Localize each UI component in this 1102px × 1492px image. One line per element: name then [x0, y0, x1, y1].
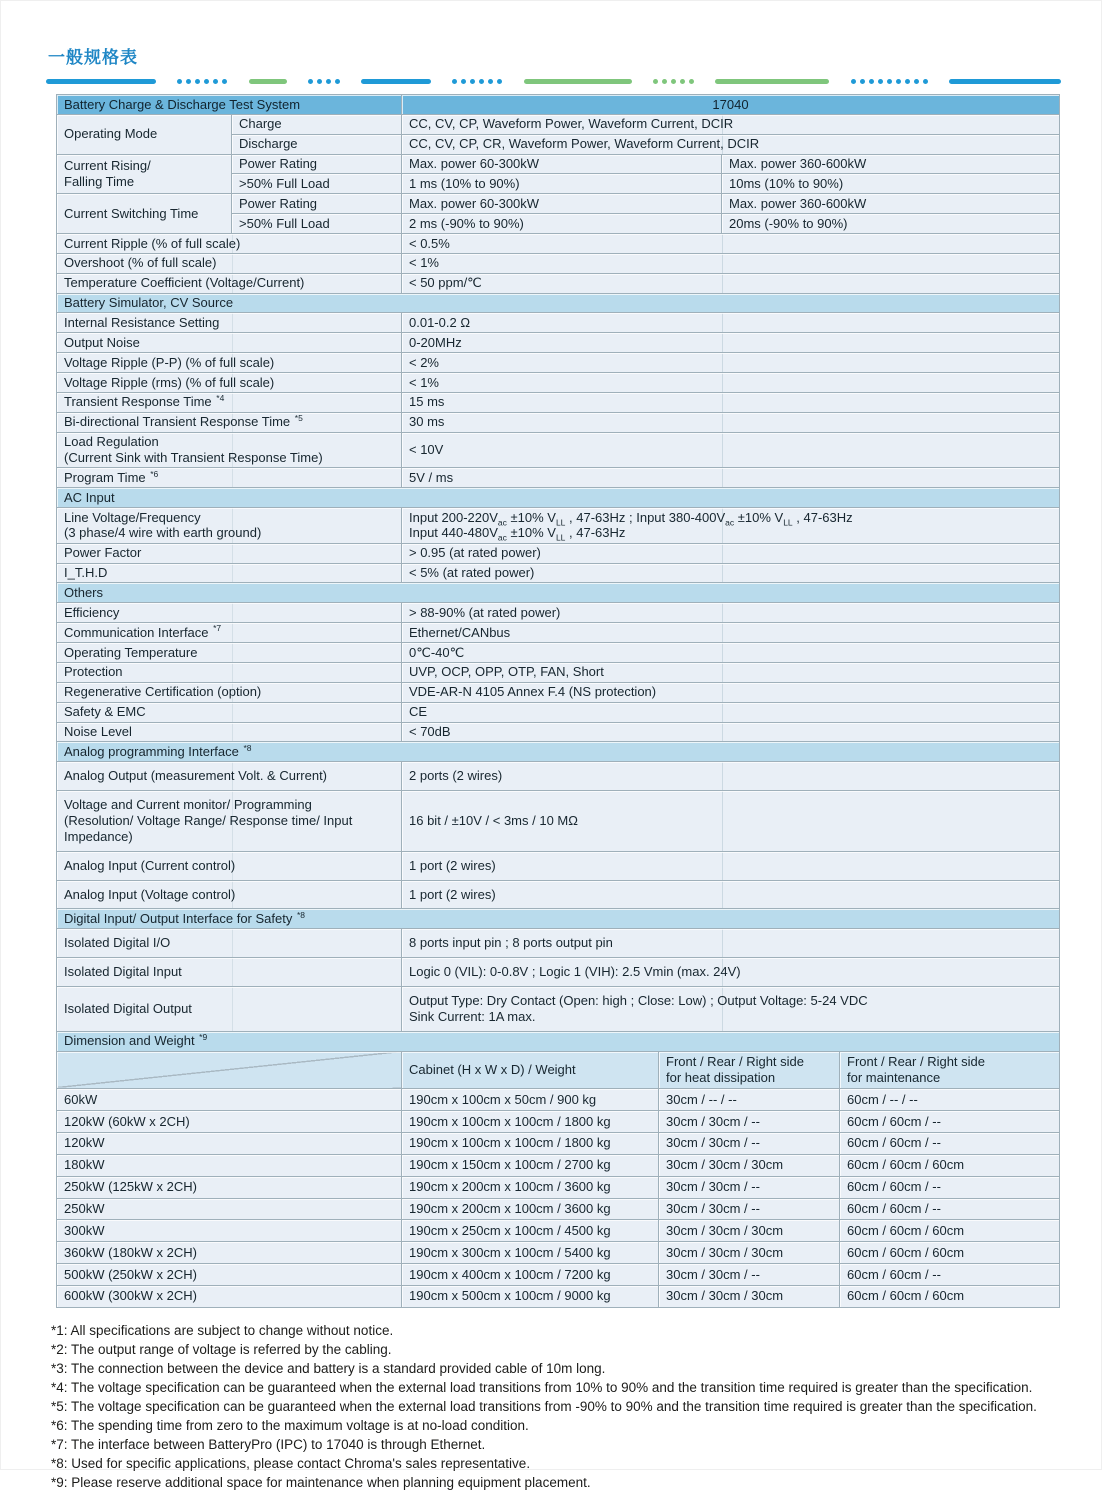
table-row — [57, 1285, 1060, 1307]
spec-value-cell: 30 ms — [402, 412, 1060, 432]
spec-label-cell: Analog Input (Current control) — [57, 851, 402, 880]
spec-label-cell: Communication Interface $^{*7}$ — [57, 623, 402, 643]
spec-value-cell: 1 port (2 wires) — [402, 880, 1060, 909]
spec-label-cell: Noise Level — [57, 722, 402, 742]
divider-dash — [715, 79, 829, 84]
divider-dots — [177, 79, 227, 84]
spec-label-cell: Output Noise — [57, 333, 402, 353]
table-row — [57, 253, 1060, 273]
spec-label-cell: Current Rising/ Falling Time — [57, 154, 232, 194]
spec-value-cell: Ethernet/CANbus — [402, 623, 1060, 643]
table-row — [57, 412, 1060, 432]
model-label-cell: 180kW — [57, 1154, 402, 1176]
spec-label-cell: Temperature Coefficient (Voltage/Current) — [57, 273, 402, 293]
divider-dots — [653, 79, 694, 84]
spec-label-cell: Isolated Digital I/O — [57, 929, 402, 958]
section-header: AC Input — [57, 488, 1060, 508]
footnote: *6: The spending time from zero to the maximum voltage is at no-load condition. — [51, 1417, 529, 1433]
footnote-marker: *6 — [150, 468, 159, 479]
dimension-value-cell: 30cm / 30cm / 30cm — [659, 1285, 840, 1307]
table-row — [57, 986, 1060, 1031]
footnote: *9: Please reserve additional space for maintenance when planning equipment placement. — [51, 1474, 591, 1490]
spec-value-cell: 1 ms (10% to 90%) — [402, 174, 722, 194]
divider-dots — [308, 79, 340, 84]
spec-label-cell: Current Ripple (% of full scale) — [57, 234, 402, 254]
spec-value-cell: 2 ms (-90% to 90%) — [402, 214, 722, 234]
table-row — [57, 373, 1060, 393]
spec-label-cell: Operating Temperature — [57, 643, 402, 663]
table-row — [57, 702, 1060, 722]
table-title-cell: Battery Charge & Discharge Test System — [57, 95, 402, 115]
footnote: *2: The output range of voltage is referred by the cabling. — [51, 1341, 392, 1357]
table-row — [57, 563, 1060, 583]
general-spec-table — [56, 94, 1060, 1052]
divider-dots — [851, 79, 928, 84]
table-row — [57, 293, 1060, 313]
decorative-divider — [46, 78, 1061, 84]
table-row — [57, 958, 1060, 987]
table-row — [57, 194, 1060, 214]
table-row — [57, 909, 1060, 929]
spec-label-cell: Power Rating — [232, 154, 402, 174]
column-header-cell: Front / Rear / Right side for heat dissipation — [659, 1051, 840, 1089]
subscript: LL — [555, 517, 566, 528]
table-row — [57, 392, 1060, 412]
section-header: Battery Simulator, CV Source — [57, 293, 1060, 313]
spec-value-cell: 0.01-0.2 Ω — [402, 313, 1060, 333]
spec-value-cell: 20ms (-90% to 90%) — [722, 214, 1060, 234]
dimension-value-cell: 30cm / -- / -- — [659, 1089, 840, 1111]
section-header: Dimension and Weight $^{*9}$ — [57, 1031, 1060, 1051]
spec-label-cell: Voltage Ripple (P-P) (% of full scale) — [57, 353, 402, 373]
table-row — [57, 851, 1060, 880]
dimension-value-cell: 190cm x 100cm x 100cm / 1800 kg — [402, 1111, 659, 1133]
footnote-marker: *7 — [213, 623, 222, 634]
table-row — [57, 1176, 1060, 1198]
model-label-cell: 300kW — [57, 1220, 402, 1242]
dimension-weight-table — [56, 1051, 1060, 1308]
spec-value-cell: 8 ports input pin ; 8 ports output pin — [402, 929, 1060, 958]
section-header: Others — [57, 583, 1060, 603]
divider-dash — [46, 79, 156, 84]
spec-label-cell: Protection — [57, 662, 402, 682]
dimension-value-cell: 60cm / -- / -- — [840, 1089, 1060, 1111]
spec-value-cell: CC, CV, CP, CR, Waveform Power, Waveform Current, DCIR — [402, 134, 1060, 154]
table-row — [57, 313, 1060, 333]
divider-dash — [361, 79, 431, 84]
table-row — [57, 273, 1060, 293]
spec-value-cell: 0-20MHz — [402, 333, 1060, 353]
subscript: LL — [783, 517, 793, 528]
table-row — [57, 468, 1060, 488]
spec-label-cell: Isolated Digital Output — [57, 986, 402, 1031]
dimension-value-cell: 60cm / 60cm / 60cm — [840, 1220, 1060, 1242]
spec-value-cell: < 1% — [402, 373, 1060, 393]
spec-label-cell: Regenerative Certification (option) — [57, 682, 402, 702]
divider-dots — [452, 79, 502, 84]
table-row — [57, 508, 1060, 544]
footnote: *7: The interface between BatteryPro (IPC) to 17040 is through Ethernet. — [51, 1436, 486, 1452]
spec-value-cell: 0℃-40℃ — [402, 643, 1060, 663]
specification-tables — [56, 94, 1059, 1308]
spec-value-cell: 2 ports (2 wires) — [402, 762, 1060, 791]
table-row — [57, 791, 1060, 852]
spec-label-cell: Line Voltage/Frequency (3 phase/4 wire with earth ground) — [57, 508, 402, 544]
spec-value-cell: CC, CV, CP, Waveform Power, Waveform Current, DCIR — [402, 114, 1060, 134]
spec-value-cell: 15 ms — [402, 392, 1060, 412]
dimension-value-cell: 30cm / 30cm / -- — [659, 1132, 840, 1154]
table-row — [57, 353, 1060, 373]
divider-dash — [249, 79, 287, 84]
spec-label-cell: Program Time $^{*6}$ — [57, 468, 402, 488]
table-row — [57, 432, 1060, 468]
spec-label-cell: Voltage and Current monitor/ Programming (Resolution/ Voltage Range/ Response time/ Input Impedance) — [57, 791, 402, 852]
table-row — [57, 722, 1060, 742]
spec-label-cell: Load Regulation (Current Sink with Transient Response Time) — [57, 432, 402, 468]
table-row — [57, 1198, 1060, 1220]
spec-label-cell: Operating Mode — [57, 114, 232, 154]
table-row — [57, 762, 1060, 791]
table-row — [57, 583, 1060, 603]
table-row — [57, 1051, 1060, 1089]
table-row — [57, 488, 1060, 508]
spec-value-cell: < 10V — [402, 432, 1060, 468]
table-row — [57, 1132, 1060, 1154]
spec-value-cell: 16 bit / ±10V / < 3ms / 10 MΩ — [402, 791, 1060, 852]
spec-label-cell: Overshoot (% of full scale) — [57, 253, 402, 273]
section-header: Digital Input/ Output Interface for Safety $^{*8}$ — [57, 909, 1060, 929]
diagonal-header-cell — [57, 1051, 402, 1089]
table-row — [57, 234, 1060, 254]
spec-value-cell: Max. power 60-300kW — [402, 154, 722, 174]
dimension-value-cell: 190cm x 100cm x 100cm / 1800 kg — [402, 1132, 659, 1154]
dimension-value-cell: 190cm x 500cm x 100cm / 9000 kg — [402, 1285, 659, 1307]
dimension-value-cell: 60cm / 60cm / -- — [840, 1176, 1060, 1198]
spec-value-cell: < 0.5% — [402, 234, 1060, 254]
dimension-value-cell: 190cm x 250cm x 100cm / 4500 kg — [402, 1220, 659, 1242]
footnote-marker: *5 — [294, 412, 303, 423]
spec-label-cell: >50% Full Load — [232, 214, 402, 234]
footnote: *3: The connection between the device and battery is a standard provided cable of 10m long. — [51, 1360, 606, 1376]
spec-label-cell: Efficiency — [57, 603, 402, 623]
spec-value-cell: CE — [402, 702, 1060, 722]
footnotes — [51, 1321, 1059, 1492]
spec-label-cell: >50% Full Load — [232, 174, 402, 194]
model-label-cell: 360kW (180kW x 2CH) — [57, 1242, 402, 1264]
dimension-value-cell: 60cm / 60cm / -- — [840, 1264, 1060, 1286]
spec-value-cell: Max. power 360-600kW — [722, 154, 1060, 174]
spec-label-cell: I_T.H.D — [57, 563, 402, 583]
model-label-cell: 250kW (125kW x 2CH) — [57, 1176, 402, 1198]
table-row — [57, 1264, 1060, 1286]
spec-label-cell: Internal Resistance Setting — [57, 313, 402, 333]
model-label-cell: 500kW (250kW x 2CH) — [57, 1264, 402, 1286]
dimension-value-cell: 60cm / 60cm / 60cm — [840, 1285, 1060, 1307]
table-row — [57, 1220, 1060, 1242]
dimension-value-cell: 30cm / 30cm / 30cm — [659, 1154, 840, 1176]
dimension-value-cell: 190cm x 200cm x 100cm / 3600 kg — [402, 1198, 659, 1220]
spec-label-cell: Bi-directional Transient Response Time $^{*5}$ — [57, 412, 402, 432]
spec-value-cell: VDE-AR-N 4105 Annex F.4 (NS protection) — [402, 682, 1060, 702]
spec-value-cell: UVP, OCP, OPP, OTP, FAN, Short — [402, 662, 1060, 682]
model-number-cell: 17040 — [402, 95, 1060, 115]
subscript: LL — [555, 533, 566, 543]
divider-dash — [949, 79, 1061, 84]
model-label-cell: 250kW — [57, 1198, 402, 1220]
model-label-cell: 120kW — [57, 1132, 402, 1154]
spec-label-cell: Safety & EMC — [57, 702, 402, 722]
table-row — [57, 1111, 1060, 1133]
dimension-value-cell: 60cm / 60cm / 60cm — [840, 1242, 1060, 1264]
table-row — [57, 1154, 1060, 1176]
table-row — [57, 543, 1060, 563]
dimension-value-cell: 190cm x 400cm x 100cm / 7200 kg — [402, 1264, 659, 1286]
spec-label-cell: Isolated Digital Input — [57, 958, 402, 987]
spec-value-cell: 10ms (10% to 90%) — [722, 174, 1060, 194]
model-label-cell: 60kW — [57, 1089, 402, 1111]
spec-value-cell: Input $200-220V_{ac} \pm 10\%$ $V_{LL}$ , 47-63Hz ; Input $380-400V_{ac} \pm 10\%$ $V_{LL}$ , 47-63Hz Input $440-480V_{ac} \pm 10\%$ $V_{LL}$ , 47-63Hz — [402, 508, 1060, 544]
spec-value-cell: < 5% (at rated power) — [402, 563, 1060, 583]
table-row — [57, 929, 1060, 958]
dimension-value-cell: 30cm / 30cm / -- — [659, 1176, 840, 1198]
divider-dash — [524, 79, 632, 84]
spec-value-cell: < 2% — [402, 353, 1060, 373]
table-row — [57, 114, 1060, 134]
spec-label-cell: Transient Response Time $^{*4}$ — [57, 392, 402, 412]
table-row — [57, 333, 1060, 353]
dimension-value-cell: 190cm x 200cm x 100cm / 3600 kg — [402, 1176, 659, 1198]
dimension-value-cell: 30cm / 30cm / -- — [659, 1264, 840, 1286]
page-title: 一般规格表 — [48, 48, 138, 67]
spec-label-cell: Analog Output (measurement Volt. & Current) — [57, 762, 402, 791]
table-row — [57, 95, 1060, 115]
footnote: *1: All specifications are subject to change without notice. — [51, 1322, 394, 1338]
spec-label-cell: Charge — [232, 114, 402, 134]
spec-value-cell: Output Type: Dry Contact (Open: high ; Close: Low) ; Output Voltage: 5-24 VDC Sink Current: 1A max. — [402, 986, 1060, 1031]
footnote: *8: Used for specific applications, please contact Chroma's sales representative. — [51, 1455, 531, 1471]
footnote-marker: *8 — [243, 742, 252, 753]
footnote-marker: *4 — [216, 393, 225, 404]
dimension-value-cell: 30cm / 30cm / -- — [659, 1111, 840, 1133]
footnote: *4: The voltage specification can be guaranteed when the external load transitions from 10% to 90% and the transition time required is greater than the specification. — [51, 1379, 1033, 1395]
spec-label-cell: Discharge — [232, 134, 402, 154]
spec-label-cell: Power Factor — [57, 543, 402, 563]
spec-label-cell: Current Switching Time — [57, 194, 232, 234]
table-row — [57, 623, 1060, 643]
footnote-marker: *8 — [296, 909, 306, 920]
table-row — [57, 603, 1060, 623]
spec-label-cell: Power Rating — [232, 194, 402, 214]
footnote-marker: *9 — [199, 1031, 208, 1042]
dimension-value-cell: 60cm / 60cm / -- — [840, 1111, 1060, 1133]
table-row — [57, 1242, 1060, 1264]
spec-value-cell: 5V / ms — [402, 468, 1060, 488]
page-content — [48, 43, 1061, 1492]
footnote: *5: The voltage specification can be guaranteed when the external load transitions from -90% to 90% and the transition time required is greater than the specification. — [51, 1398, 1037, 1414]
section-header: Analog programming Interface $^{*8}$ — [57, 742, 1060, 762]
table-row — [57, 1031, 1060, 1051]
table-row — [57, 154, 1060, 174]
dimension-value-cell: 30cm / 30cm / 30cm — [659, 1220, 840, 1242]
dimension-value-cell: 30cm / 30cm / -- — [659, 1198, 840, 1220]
spec-value-cell: < 70dB — [402, 722, 1060, 742]
spec-value-cell: Max. power 60-300kW — [402, 194, 722, 214]
subscript: ac — [497, 517, 507, 528]
spec-label-cell: Voltage Ripple (rms) (% of full scale) — [57, 373, 402, 393]
dimension-value-cell: 190cm x 300cm x 100cm / 5400 kg — [402, 1242, 659, 1264]
column-header-cell: Front / Rear / Right side for maintenance — [840, 1051, 1060, 1089]
dimension-value-cell: 190cm x 150cm x 100cm / 2700 kg — [402, 1154, 659, 1176]
spec-label-cell: Analog Input (Voltage control) — [57, 880, 402, 909]
model-label-cell: 600kW (300kW x 2CH) — [57, 1285, 402, 1307]
subscript: ac — [497, 533, 507, 543]
spec-value-cell: > 0.95 (at rated power) — [402, 543, 1060, 563]
dimension-value-cell: 190cm x 100cm x 50cm / 900 kg — [402, 1089, 659, 1111]
model-label-cell: 120kW (60kW x 2CH) — [57, 1111, 402, 1133]
spec-value-cell: < 1% — [402, 253, 1060, 273]
table-row — [57, 643, 1060, 663]
spec-value-cell: Logic 0 (VIL): 0-0.8V ; Logic 1 (VIH): 2.5 Vmin (max. 24V) — [402, 958, 1060, 987]
spec-value-cell: > 88-90% (at rated power) — [402, 603, 1060, 623]
dimension-value-cell: 30cm / 30cm / 30cm — [659, 1242, 840, 1264]
table-row — [57, 742, 1060, 762]
table-row — [57, 880, 1060, 909]
column-header-cell: Cabinet (H x W x D) / Weight — [402, 1051, 659, 1089]
spec-value-cell: < 50 ppm/℃ — [402, 273, 1060, 293]
dimension-value-cell: 60cm / 60cm / -- — [840, 1132, 1060, 1154]
table-row — [57, 662, 1060, 682]
spec-value-cell: 1 port (2 wires) — [402, 851, 1060, 880]
dimension-value-cell: 60cm / 60cm / -- — [840, 1198, 1060, 1220]
dimension-value-cell: 60cm / 60cm / 60cm — [840, 1154, 1060, 1176]
table-row — [57, 682, 1060, 702]
subscript: ac — [725, 517, 735, 528]
table-row — [57, 1089, 1060, 1111]
spec-value-cell: Max. power 360-600kW — [722, 194, 1060, 214]
